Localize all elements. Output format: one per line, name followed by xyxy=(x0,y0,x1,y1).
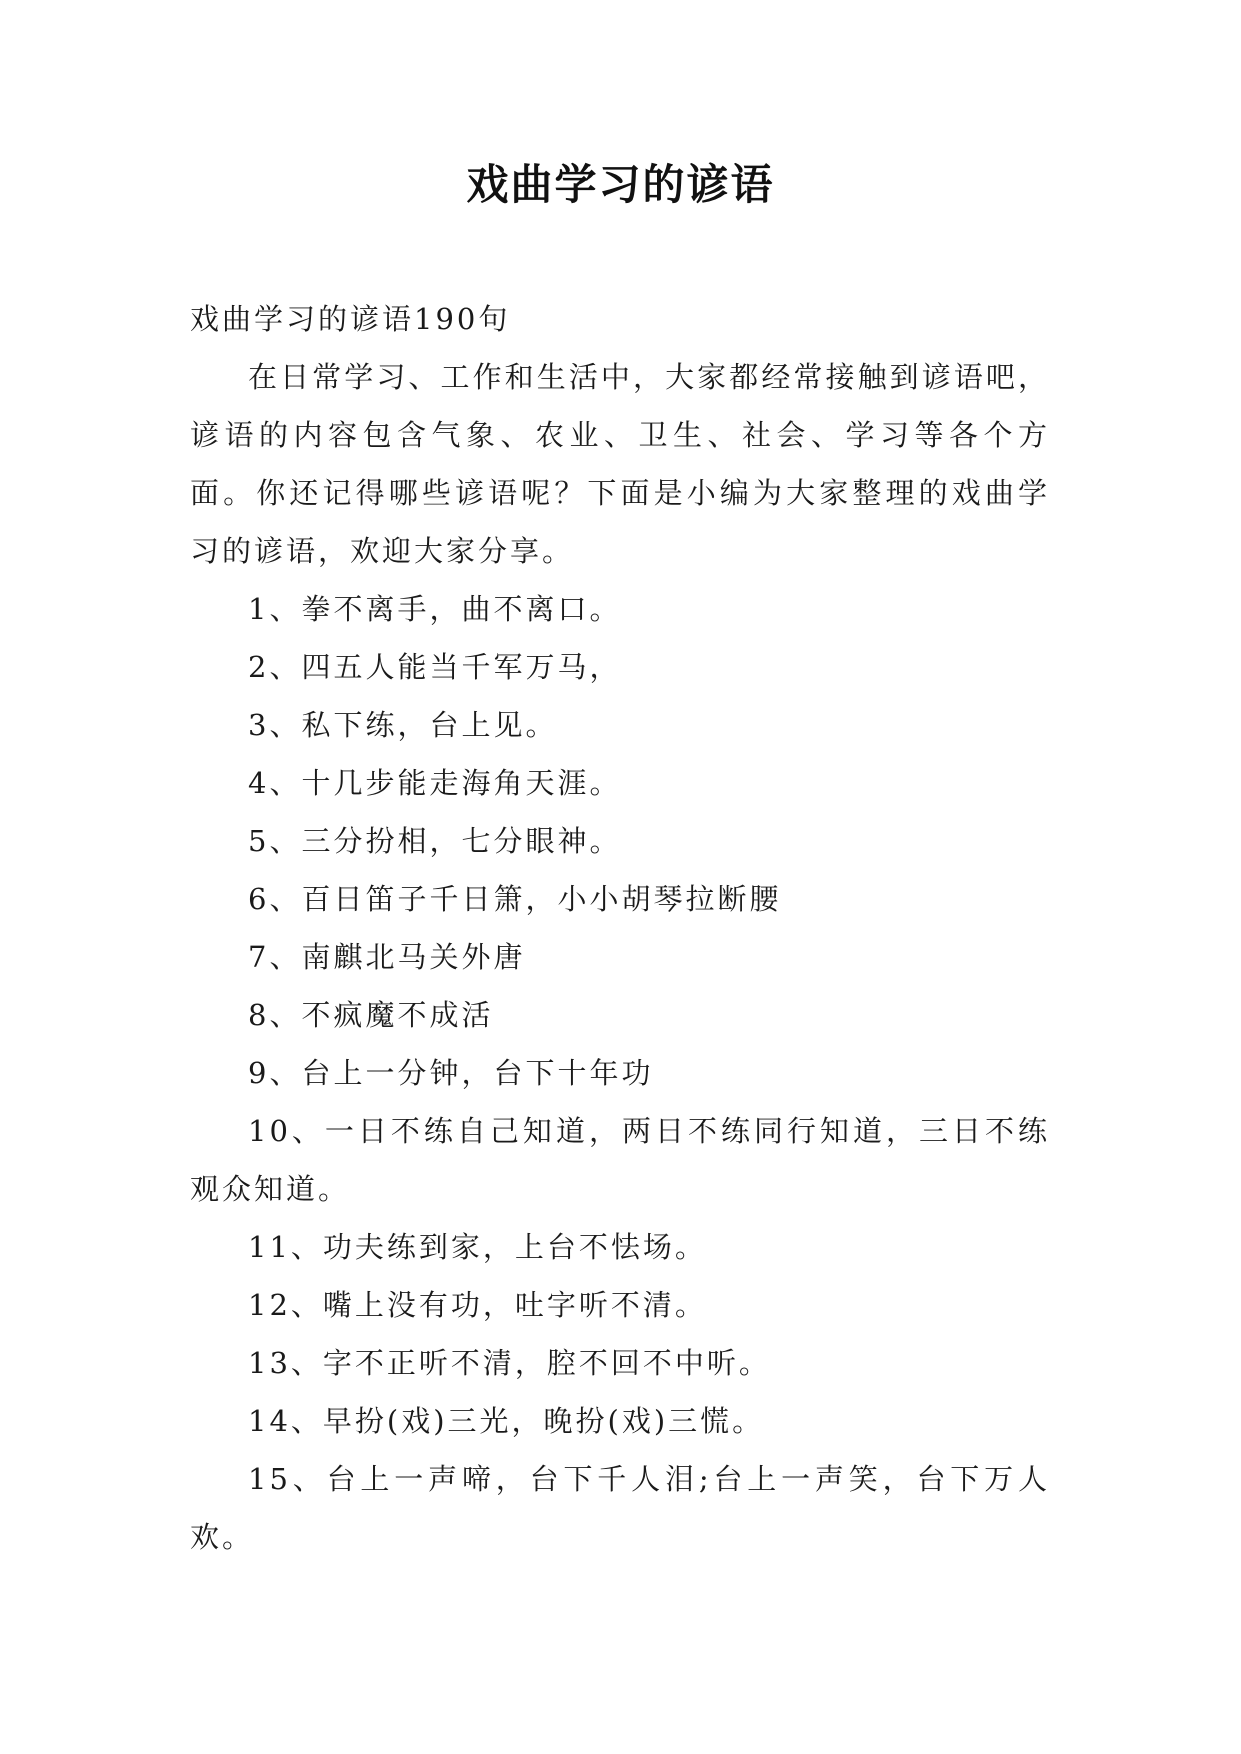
proverb-item-5: 5、三分扮相，七分眼神。 xyxy=(248,824,622,858)
proverb-item-2: 2、四五人能当千军万马， xyxy=(248,650,622,684)
proverb-item-1: 1、拳不离手，曲不离口。 xyxy=(248,592,622,626)
document-subtitle: 戏曲学习的谚语190句 xyxy=(190,302,511,336)
proverb-item-6: 6、百日笛子千日箫，小小胡琴拉断腰 xyxy=(248,882,782,916)
proverb-item-9: 9、台上一分钟，台下十年功 xyxy=(248,1056,654,1090)
proverb-item-11: 11、功夫练到家，上台不怯场。 xyxy=(248,1230,707,1264)
proverb-item-8: 8、不疯魔不成活 xyxy=(248,998,494,1032)
proverb-item-12: 12、嘴上没有功，吐字听不清。 xyxy=(248,1288,707,1322)
proverb-item-10: 10、一日不练自己知道，两日不练同行知道，三日不练观众知道。 xyxy=(190,1114,1050,1206)
proverb-item-13: 13、字不正听不清，腔不回不中听。 xyxy=(248,1346,771,1380)
proverb-item-4: 4、十几步能走海角天涯。 xyxy=(248,766,622,800)
proverb-item-7: 7、南麒北马关外唐 xyxy=(248,940,526,974)
proverb-item-15: 15、台上一声啼，台下千人泪;台上一声笑，台下万人欢。 xyxy=(190,1462,1050,1554)
proverb-item-14: 14、早扮(戏)三光，晚扮(戏)三慌。 xyxy=(248,1404,765,1438)
document-title: 戏曲学习的谚语 xyxy=(466,160,775,209)
intro-paragraph: 在日常学习、工作和生活中，大家都经常接触到谚语吧，谚语的内容包含气象、农业、卫生、社会、学习等各个方面。你还记得哪些谚语呢？下面是小编为大家整理的戏曲学习的谚语，欢迎大家分享。 xyxy=(190,360,1050,568)
proverb-item-3: 3、私下练，台上见。 xyxy=(248,708,558,742)
document-body xyxy=(190,290,1050,1566)
